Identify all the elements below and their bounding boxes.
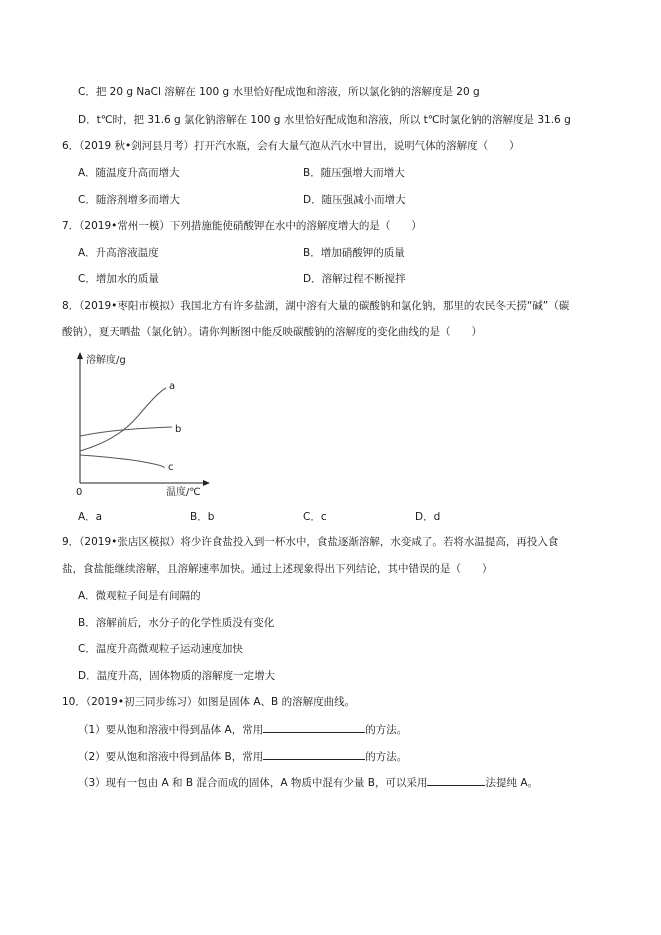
curve-b-label: b xyxy=(175,424,182,435)
q7-option-a: A．升高溶液温度 xyxy=(78,247,159,259)
q10-stem: 10．（2019•初三同步练习）如图是固体 A、B 的溶解度曲线。 xyxy=(62,696,356,708)
q8-option-c: C．c xyxy=(303,511,327,523)
curve-c xyxy=(80,455,164,468)
q10-part3-suffix: 法提纯 A。 xyxy=(485,777,539,789)
q10-part2 xyxy=(78,747,407,765)
q9-option-d: D．温度升高，固体物质的溶解度一定增大 xyxy=(78,670,276,682)
q6-option-a: A．随温度升高而增大 xyxy=(78,167,180,179)
x-axis-label: 温度/℃ xyxy=(166,487,201,498)
q10-part3-prefix: （3）现有一包由 A 和 B 混合而成的固体，A 物质中混有少量 B，可以采用 xyxy=(78,777,428,789)
q6-option-b: B．随压强增大而增大 xyxy=(303,167,405,179)
q10-part3-blank[interactable] xyxy=(427,773,485,786)
curve-a-label: a xyxy=(169,381,176,392)
origin-label: 0 xyxy=(76,487,83,498)
q6-stem: 6．（2019 秋•剑河县月考）打开汽水瓶，会有大量气泡从汽水中冒出，说明气体的溶解度（ ） xyxy=(62,140,520,152)
q6-option-d: D．随压强减小而增大 xyxy=(303,194,406,206)
q8-option-b: B．b xyxy=(190,511,215,523)
q7-option-d: D．溶解过程不断搅拌 xyxy=(303,273,406,285)
q10-part3 xyxy=(78,773,538,791)
q10-part2-prefix: （2）要从饱和溶液中得到晶体 B，常用 xyxy=(78,751,264,763)
q9-option-c: C．温度升高微观粒子运动速度加快 xyxy=(78,643,243,655)
y-axis-label: 溶解度/g xyxy=(86,355,126,366)
q9-option-a: A．微观粒子间是有间隔的 xyxy=(78,590,201,602)
q8-stem-line1: 8．（2019•枣阳市模拟）我国北方有许多盐湖，湖中溶有大量的碳酸钠和氯化钠，那里的农民冬天捞“碱”（碳 xyxy=(62,300,570,312)
q10-part1-blank[interactable] xyxy=(263,720,365,733)
curve-c-label: c xyxy=(168,462,174,473)
q10-part1 xyxy=(78,720,407,738)
q10-part2-blank[interactable] xyxy=(263,747,365,760)
q5-option-d: D．t℃时，把 31.6 g 氯化钠溶解在 100 g 水里恰好配成饱和溶液，所以 t℃时氯化钠的溶解度是 31.6 g xyxy=(78,114,571,126)
q9-stem-line2: 盐，食盐能继续溶解，且溶解速率加快。通过上述现象得出下列结论，其中错误的是（ ） xyxy=(62,563,493,575)
q10-part2-suffix: 的方法。 xyxy=(365,751,408,763)
solubility-graph xyxy=(60,348,230,500)
q8-option-a: A．a xyxy=(78,511,103,523)
q9-option-b: B．溶解前后，水分子的化学性质没有变化 xyxy=(78,617,275,629)
curve-a xyxy=(80,388,166,451)
q6-option-c: C．随溶剂增多而增大 xyxy=(78,194,180,206)
q10-part1-suffix: 的方法。 xyxy=(365,724,408,736)
q8-stem-line2: 酸钠），夏天晒盐（氯化钠）。请你判断图中能反映碳酸钠的溶解度的变化曲线的是（ ） xyxy=(62,326,482,338)
y-axis-arrow xyxy=(77,352,83,359)
q7-option-c: C．增加水的质量 xyxy=(78,273,159,285)
x-axis-arrow xyxy=(203,480,210,486)
q7-stem: 7．（2019•常州一模）下列措施能使硝酸钾在水中的溶解度增大的是（ ） xyxy=(62,220,422,232)
q8-option-d: D．d xyxy=(415,511,441,523)
q5-option-c: C．把 20 g NaCl 溶解在 100 g 水里恰好配成饱和溶液，所以氯化钠的溶解度是 20 g xyxy=(78,86,480,98)
q9-stem-line1: 9．（2019•张店区模拟）将少许食盐投入到一杯水中，食盐逐渐溶解，水变咸了。若将水温提高，再投入食 xyxy=(62,536,559,548)
q7-option-b: B．增加硝酸钾的质量 xyxy=(303,247,405,259)
q10-part1-prefix: （1）要从饱和溶液中得到晶体 A，常用 xyxy=(78,724,264,736)
